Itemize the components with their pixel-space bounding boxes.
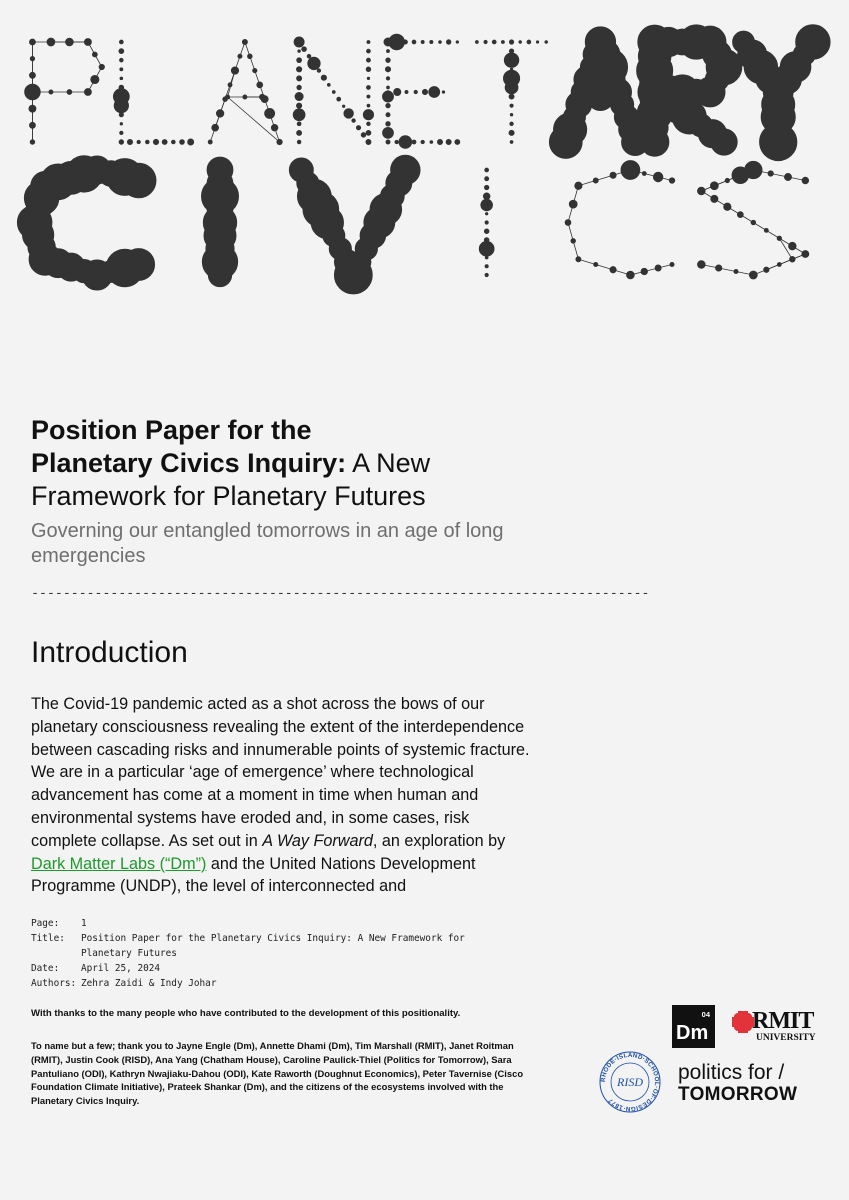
meta-title-value: Position Paper for the Planetary Civics Inquiry: A New Framework for Planetary Futures — [81, 933, 465, 959]
risd-seal-logo — [598, 1050, 662, 1114]
title-line-1: Position Paper for the — [31, 415, 312, 445]
intro-text-1: The Covid-19 pandemic acted as a shot across the bows of our planetary consciousness revealing the extent of the interdependence between cascading risks and innumerable points of systemic fracture. We are in a particular ‘age of emergence’ where technological advancement has come at a moment in time when human and environmental systems have eroded and, in some cases, risk complete collapse. As set out in — [31, 695, 530, 850]
dark-matter-labs-logo — [672, 1005, 715, 1048]
document-metadata — [31, 916, 511, 991]
title-line-2-rest: A New — [346, 448, 431, 478]
risd-center-text: RISD — [617, 1075, 643, 1089]
pft-bottom-text: TOMORROW — [678, 1084, 798, 1105]
acknowledgements: To name but a few; thank you to Jayne Engle (Dm), Annette Dhami (Dm), Tim Marshall (RMIT), Janet Roitman (RMIT), Justin Cook (RISD), Ana Yang (Chatham House), Caroline Paulick-Thiel (Politics for Tomorrow), Sara Pantuliano (ODI), Kathryn Nwajiaku-Dahou (ODI), Kate Raworth (Doughnut Economics), Peter Tavernise (Cisco Foundation Climate Initiative), Prateek Shankar (Dm), and the citizens of the ecosystems involved with the Planetary Civics Inquiry. — [31, 1040, 524, 1107]
meta-date-label: Date: — [31, 963, 60, 974]
meta-page-value: 1 — [81, 918, 87, 929]
rmit-university-logo — [732, 1010, 827, 1046]
dark-matter-labs-link[interactable]: Dark Matter Labs (“Dm”) — [31, 854, 207, 873]
title-block — [31, 414, 591, 569]
meta-authors-label: Authors: — [31, 978, 77, 989]
politics-for-tomorrow-logo — [678, 1062, 828, 1106]
title-line-2-bold: Planetary Civics Inquiry: — [31, 448, 347, 478]
meta-authors-value: Zehra Zaidi & Indy Johar — [81, 978, 217, 989]
risd-ring-text: RHODE·ISLAND·SCHOOL·OF·DESIGN·1877 — [599, 1051, 661, 1113]
meta-page-label: Page: — [31, 918, 60, 929]
intro-italic-title: A Way Forward — [262, 831, 373, 850]
title-line-3: Framework for Planetary Futures — [31, 481, 426, 511]
subtitle: Governing our entangled tomorrows in an age of long emergencies — [31, 520, 504, 567]
pft-top-text: politics for / — [678, 1061, 785, 1084]
intro-text-3: and the United Nations Development Programme (UNDP), the level of interconnected and — [31, 854, 476, 896]
intro-paragraph — [31, 693, 536, 898]
intro-heading: Introduction — [31, 636, 188, 669]
rmit-subtitle: UNIVERSITY — [756, 1033, 816, 1043]
rmit-wordmark: RMIT — [752, 1008, 814, 1034]
dm-logo-number: 04 — [701, 1010, 710, 1019]
masthead-logo — [28, 30, 828, 290]
thanks-note: With thanks to the many people who have contributed to the development of this positionality. — [31, 1008, 461, 1019]
meta-title-label: Title: — [31, 933, 65, 944]
rmit-pixel-icon — [732, 1011, 754, 1033]
meta-date-value: April 25, 2024 — [81, 963, 161, 974]
dm-logo-text: Dm — [676, 1022, 709, 1044]
intro-text-2: , an exploration by — [372, 831, 506, 850]
dashed-divider: ------------------------------------------------------------------------------ — [31, 585, 650, 601]
